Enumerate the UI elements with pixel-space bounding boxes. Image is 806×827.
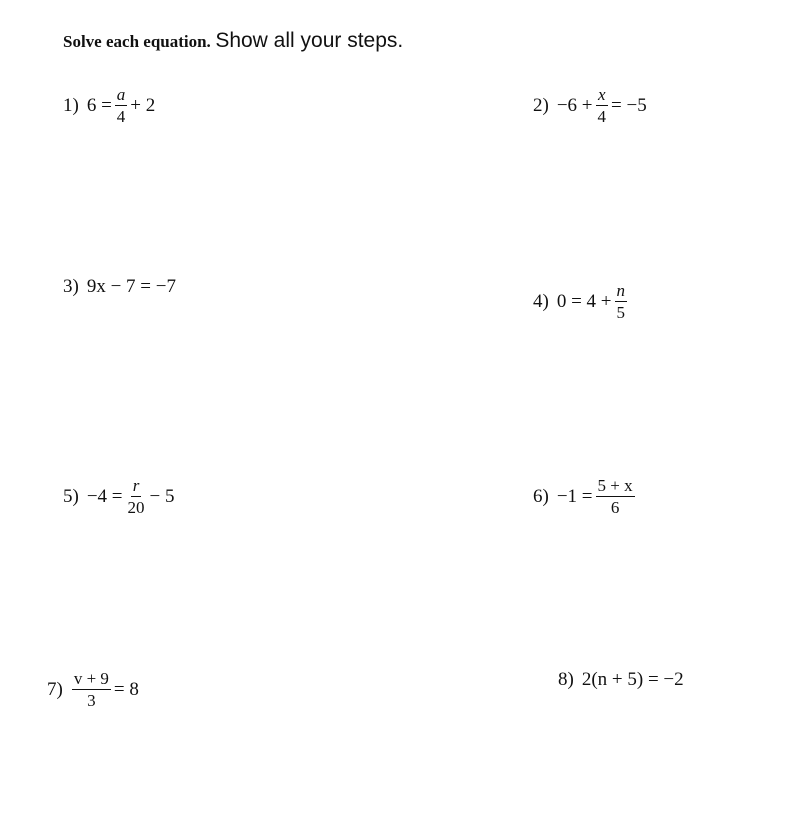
problem-5 — [63, 477, 175, 517]
problem-number: 5) — [63, 486, 79, 508]
equation-rhs: = −5 — [611, 95, 647, 117]
equation-lhs: −1 = — [556, 486, 593, 508]
fraction-numerator: r — [132, 476, 140, 495]
equation-lhs: 6 = — [86, 95, 112, 117]
problem-number: 6) — [533, 486, 549, 508]
fraction-numerator: v + 9 — [73, 669, 109, 688]
problem-4 — [533, 282, 629, 322]
fraction — [615, 282, 628, 322]
equation-rhs: = 8 — [113, 679, 139, 701]
problem-7 — [47, 670, 140, 710]
fraction-numerator: n — [616, 281, 626, 300]
problem-3 — [63, 277, 177, 296]
fraction — [115, 86, 128, 126]
fraction-numerator: a — [116, 85, 126, 104]
problem-number: 4) — [533, 291, 549, 313]
fraction — [596, 86, 609, 126]
problem-2 — [533, 86, 648, 126]
fraction-denominator: 4 — [597, 106, 607, 126]
fraction — [72, 670, 111, 710]
fraction-denominator: 6 — [610, 497, 620, 517]
equation: 2(n + 5) = −2 — [581, 669, 684, 690]
fraction-denominator: 20 — [127, 497, 145, 517]
fraction-denominator: 4 — [116, 106, 126, 126]
equation-lhs: −4 = — [86, 486, 123, 508]
fraction-denominator: 5 — [616, 302, 626, 322]
problem-8 — [558, 670, 685, 689]
problem-1 — [63, 86, 156, 126]
fraction-numerator: x — [597, 85, 606, 104]
problem-6 — [533, 477, 637, 517]
instruction-plain: Show all your steps. — [215, 29, 404, 52]
fraction — [126, 477, 147, 517]
problem-number: 8) — [558, 669, 574, 690]
equation-lhs: 0 = 4 + — [556, 291, 612, 313]
instruction-bold: Solve each equation. — [63, 32, 211, 51]
equation: 9x − 7 = −7 — [86, 276, 176, 297]
fraction — [596, 477, 635, 517]
equation-rhs: − 5 — [149, 486, 175, 508]
fraction-numerator: 5 + x — [597, 476, 633, 495]
instructions — [63, 30, 403, 51]
problem-number: 3) — [63, 276, 79, 297]
problem-number: 7) — [47, 679, 63, 701]
fraction-denominator: 3 — [87, 690, 96, 710]
equation-rhs: + 2 — [130, 95, 156, 117]
equation-lhs: −6 + — [556, 95, 593, 117]
problem-number: 1) — [63, 95, 79, 117]
problem-number: 2) — [533, 95, 549, 117]
